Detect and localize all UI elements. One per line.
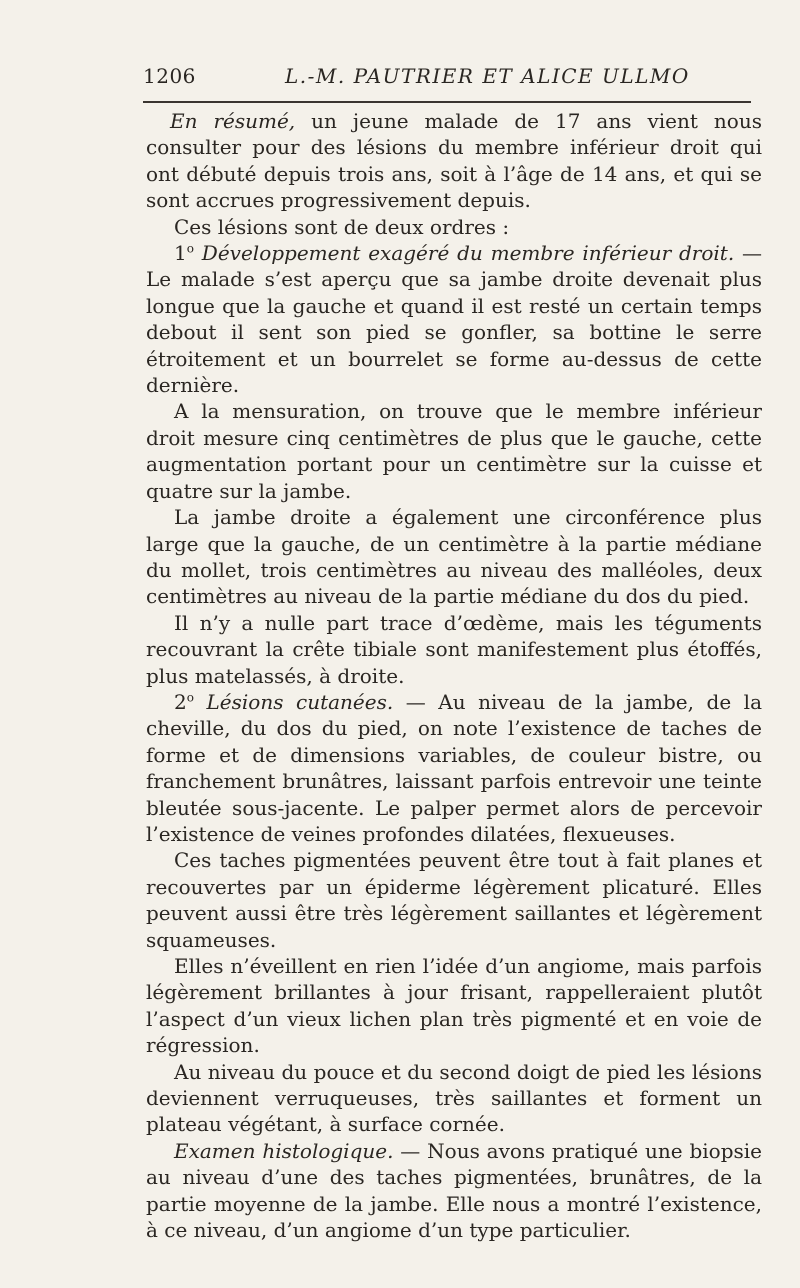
- paragraph-lead: Développement exagéré du membre inférieur droit.: [193, 241, 735, 266]
- paragraph-text: Au niveau du pouce et du second doigt de pied les lésions deviennent verruqueuses, très saillantes et forment un plateau végétant, à surface cornée.: [146, 1059, 762, 1137]
- paragraph-text: Ces lésions sont de deux ordres :: [174, 214, 510, 239]
- paragraph-text: — Le malade s’est aperçu que sa jambe droite devenait plus longue que la gauche et quand il est resté un certain temps debout il sent son pied se gonfler, sa bottine le serre étroitement et un bourrelet se forme au-dessus de cette dernière.: [146, 241, 762, 398]
- paragraph-spots: [146, 847, 762, 953]
- paragraph-edema: [146, 610, 762, 689]
- paragraph-histology: [146, 1138, 762, 1244]
- paragraph-text: — Au niveau de la jambe, de la cheville, du dos du pied, on note l’existence de taches de forme et de dimensions variables, de couleur bistre, ou franchement brunâtres, laissant parfois entrevoir une teinte bleutée sous-jacente. Le palper permet alors de percevoir l’existence de veines profondes dilatées, flexueuses.: [146, 689, 762, 846]
- page-number: 1206: [143, 64, 196, 88]
- paragraph-toes: [146, 1059, 762, 1138]
- paragraph-lead: Lésions cutanées.: [193, 689, 394, 714]
- paragraph-circumference: [146, 504, 762, 610]
- paragraph-cutaneous: [146, 689, 762, 847]
- paragraph-text: un jeune malade de 17 ans vient nous consulter pour des lésions du membre inférieur droit qui ont débuté depuis trois ans, soit à l’âge de 14 ans, et qui se sont accrues progressivement depuis.: [146, 109, 762, 213]
- running-title: L.-M. PAUTRIER ET ALICE ULLMO: [285, 64, 690, 88]
- ordinal-mark: o: [186, 241, 194, 256]
- section-number: 1: [174, 241, 187, 266]
- paragraph-measurement: [146, 398, 762, 504]
- paragraph-orders: [146, 214, 762, 240]
- paragraph-text: Il n’y a nulle part trace d’œdème, mais les téguments recouvrant la crête tibiale sont manifestement plus étoffés, plus matelassés, à droite.: [146, 610, 762, 688]
- paragraph-text: Ces taches pigmentées peuvent être tout à fait planes et recouvertes par un épiderme légèrement plicaturé. Elles peuvent aussi être très légèrement saillantes et légèrement squameuses.: [146, 848, 762, 952]
- ordinal-mark: o: [186, 690, 194, 705]
- paragraph-text: — Nous avons pratiqué une biopsie au niveau d’une des taches pigmentées, brunâtres, de la partie moyenne de la jambe. Elle nous a montré l’existence, à ce niveau, d’un angiome d’un type particulier.: [146, 1138, 762, 1243]
- paragraph-lead: Examen histologique.: [174, 1138, 394, 1163]
- paragraph-lead: En résumé,: [170, 109, 296, 133]
- paragraph-text: A la mensuration, on trouve que le membre inférieur droit mesure cinq centimètres de plus que le gauche, cette augmentation portant pour un centimètre sur la cuisse et quatre sur la jambe.: [146, 399, 762, 503]
- running-head: [143, 58, 751, 98]
- paragraph-development: [146, 240, 762, 398]
- paragraph-text: Elles n’éveillent en rien l’idée d’un angiome, mais parfois légèrement brillantes à jour frisant, rappelleraient plutôt l’aspect d’un vieux lichen plan très pigmenté et en voie de régression.: [146, 954, 762, 1058]
- paragraph-text: La jambe droite a également une circonférence plus large que la gauche, de un centimètre à la partie médiane du mollet, trois centimètres au niveau des malléoles, deux centimètres au niveau de la partie médiane du dos du pied.: [146, 505, 762, 609]
- paragraph-angioma: [146, 953, 762, 1059]
- section-number: 2: [174, 689, 187, 714]
- paragraph-summary: [146, 108, 762, 214]
- header-rule: [143, 101, 751, 103]
- body-text: [146, 108, 762, 1243]
